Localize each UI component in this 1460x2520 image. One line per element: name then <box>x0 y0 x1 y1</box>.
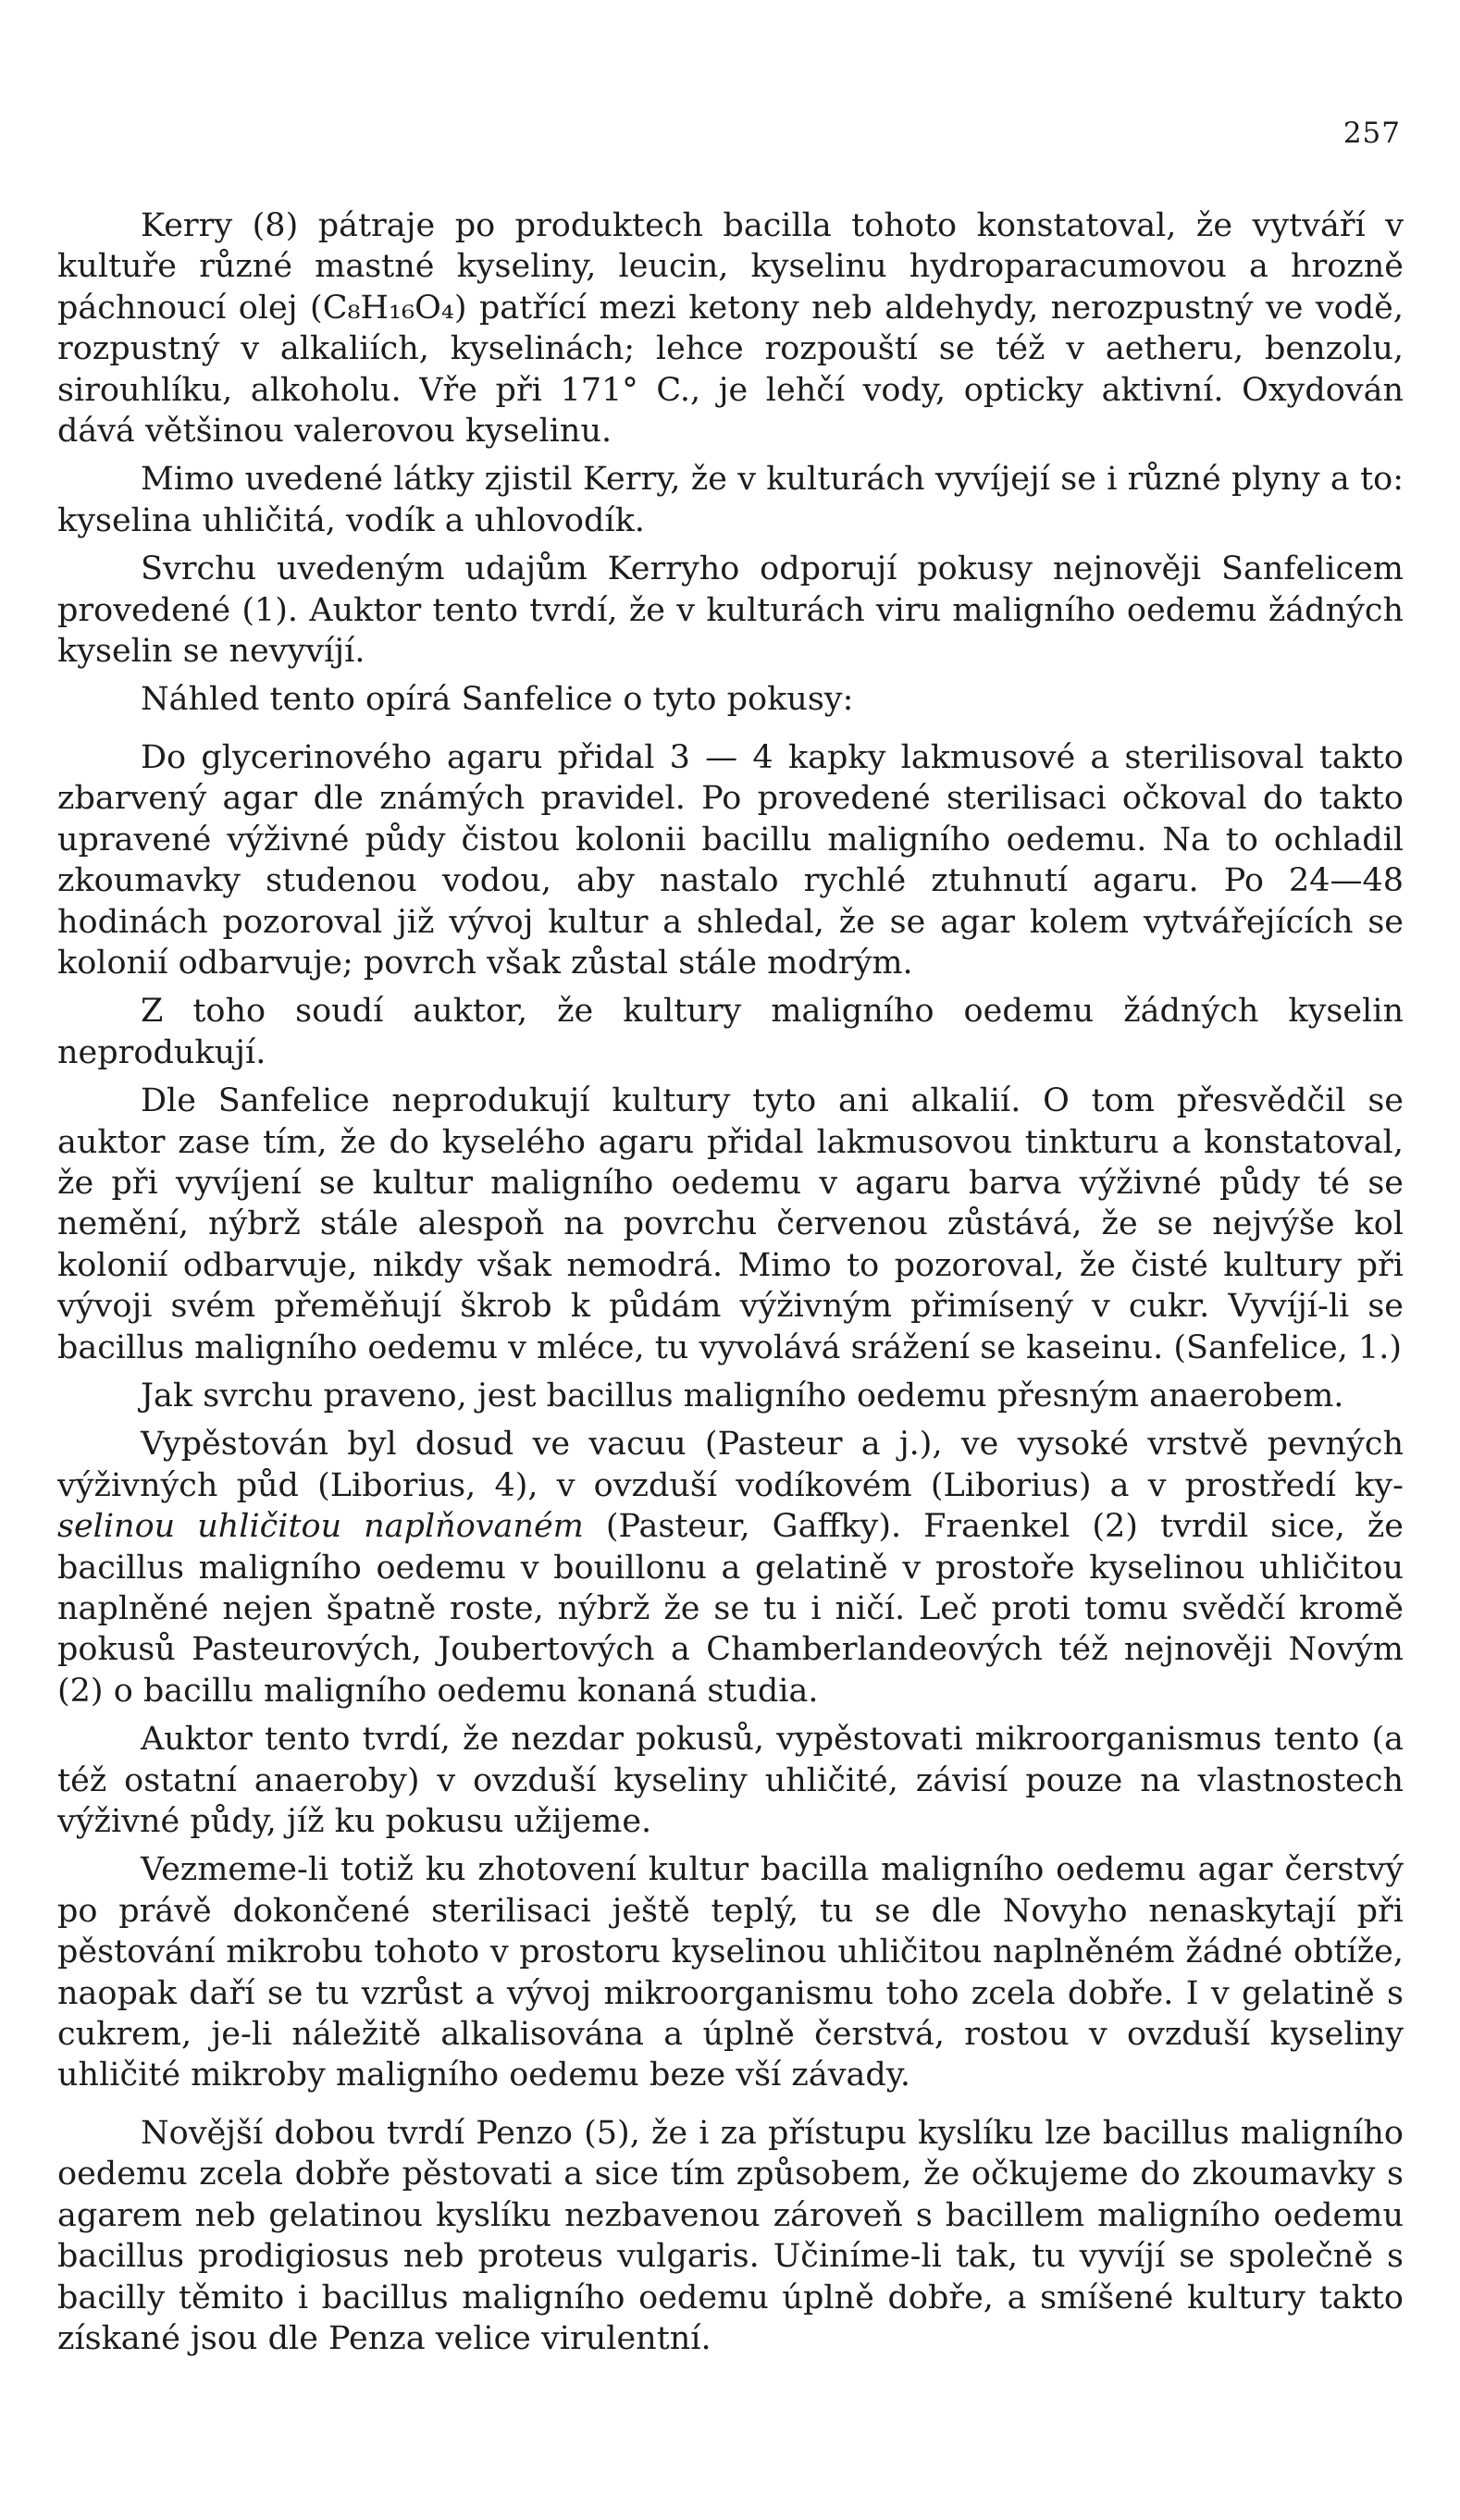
paragraph-9-italic: selinou uhličitou naplňovaném <box>57 1508 584 1546</box>
paragraph-11: Vezmeme-li totiž ku zhotovení kultur bacilla maligního oedemu agar čerstvý po právě dokončené sterilisaci ještě teplý, tu se dle Novyho nenaskytají při pěstování mikrobu tohoto v prostoru kyselinou uhličitou naplněném žádné obtíže, naopak daří se tu vzrůst a vývoj mikroorganismu toho zcela dobře. I v gelatině s cukrem, je-li náležitě alkalisována a úplně čerstvá, rostou v ovzduší kyseliny uhličité mikroby maligního oedemu beze vší závady. <box>57 1851 1404 2094</box>
paragraph-6: Z toho soudí auktor, že kultury maligního oedemu žádných kyselin neprodukují. <box>57 993 1404 1071</box>
paragraph-12: Novější dobou tvrdí Penzo (5), že i za přístupu kyslíku lze bacillus maligního oedemu zcela dobře pěstovati a sice tím způsobem, že očkujeme do zkoumavky s agarem neb gelatinou kyslíku nezbavenou zároveň s bacillem maligního oedemu bacillus prodigiosus neb proteus vulgaris. Učiníme-li tak, tu vyvíjí se společně s bacilly těmito i bacillus maligního oedemu úplně dobře, a smíšené kultury takto získané jsou dle Penza velice virulentní. <box>57 2114 1404 2357</box>
paragraph-2: Mimo uvedené látky zjistil Kerry, že v kulturách vyvíjejí se i různé plyny a to: kyselina uhličitá, vodík a uhlovodík. <box>57 461 1404 539</box>
paragraph-10: Auktor tento tvrdí, že nezdar pokusů, vypěstovati mikroorganismus tento (a též ostatní anaeroby) v ovzduší kyseliny uhličité, závisí pouze na vlastnostech výživné půdy, jíž ku pokusu užijeme. <box>57 1721 1404 1841</box>
paragraph-8: Jak svrchu praveno, jest bacillus maligního oedemu přesným anaerobem. <box>141 1377 1344 1414</box>
paragraph-3: Svrchu uvedeným udajům Kerryho odporují pokusy nejnověji Sanfelicem provedené (1). Auktor tento tvrdí, že v kulturách viru maligního oedemu žádných kyselin se nevyvíjí. <box>57 550 1404 671</box>
paragraph-4: Náhled tento opírá Sanfelice o tyto pokusy: <box>141 681 854 719</box>
page-number: 257 <box>1342 117 1401 150</box>
paragraph-9-part-a: Vypěstován byl dosud ve vacuu (Pasteur a j.), ve vysoké vrstvě pevných výživných půd (Liborius, 4), v ovzduší vodíkovém (Liborius) a v prostředí ky- <box>57 1426 1404 1504</box>
body-text <box>57 205 1404 2366</box>
paragraph-7: Dle Sanfelice neprodukují kultury tyto ani alkalií. O tom přesvědčil se auktor zase tím, že do kyselého agaru přidal lakmusovou tinkturu a konstatoval, že při vyvíjení se kultur maligního oedemu v agaru barva výživné půdy té se nemění, nýbrž stále alespoň na povrchu červenou zůstává, že se nejvýše kol kolonií odbarvuje, nikdy však nemodrá. Mimo to pozoroval, že čisté kultury při vývoji svém přeměňují škrob k půdám výživným přimísený v cukr. Vyvíjí-li se bacillus maligního oedemu v mléce, tu vyvolává srážení se kaseinu. (Sanfelice, 1.) <box>57 1082 1404 1366</box>
paragraph-9 <box>57 1424 1404 1711</box>
paragraph-9-part-b: (Pasteur, Gaffky). Fraenkel (2) tvrdil sice, že bacillus maligního oedemu v bouillonu a gelatině v prostoře kyselinou uhličitou naplněné nejen špatně roste, nýbrž že se tu i ničí. Leč proti tomu svědčí kromě pokusů Pasteurových, Joubertových a Chamberlandeových též nejnověji Novým (2) o bacillu maligního oedemu konaná studia. <box>57 1508 1404 1710</box>
paragraph-5: Do glycerinového agaru přidal 3 — 4 kapky lakmusové a sterilisoval takto zbarvený agar dle známých pravidel. Po provedené sterilisaci očkoval do takto upravené výživné půdy čistou kolonii bacillu maligního oedemu. Na to ochladil zkoumavky studenou vodou, aby nastalo rychlé ztuhnutí agaru. Po 24—48 hodinách pozoroval již vývoj kultur a shledal, že se agar kolem vytvářejících se kolonií odbarvuje; povrch však zůstal stále modrým. <box>57 738 1404 982</box>
paragraph-1: Kerry (8) pátraje po produktech bacilla tohoto konstatoval, že vytváří v kultuře různé mastné kyseliny, leucin, kyselinu hydroparacumovou a hrozně páchnoucí olej (C₈H₁₆O₄) patřící mezi ketony neb aldehydy, nerozpustný ve vodě, rozpustný v alkaliích, kyselinách; lehce rozpouští se též v aetheru, benzolu, sirouhlíku, alkoholu. Vře při 171° C., je lehčí vody, opticky aktivní. Oxydován dává většinou valerovou kyselinu. <box>57 207 1404 451</box>
